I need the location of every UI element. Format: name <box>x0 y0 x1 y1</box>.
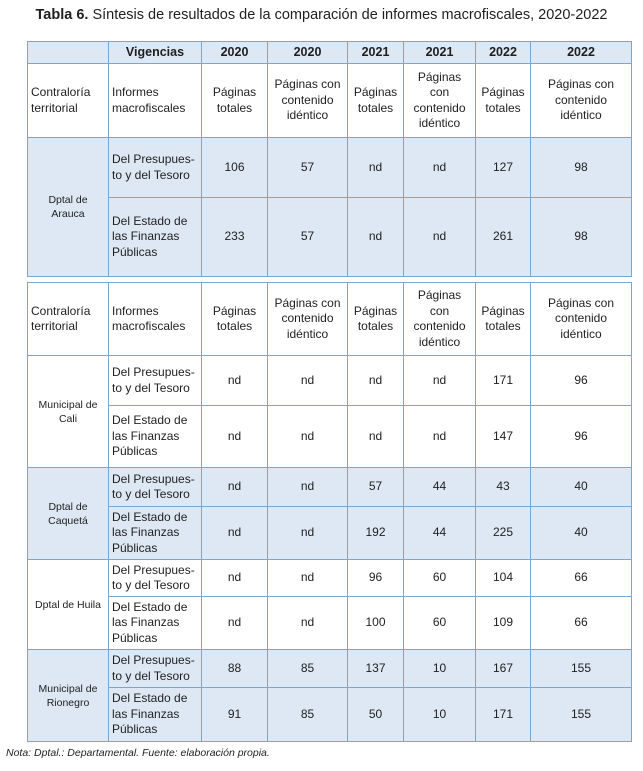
value-cell: 155 <box>531 650 632 688</box>
results-table-bottom <box>27 282 632 742</box>
header-year: 2021 <box>348 42 404 64</box>
value-cell: 10 <box>404 688 476 742</box>
value-cell: nd <box>348 138 404 198</box>
informe-cell: Del Presupues-to y del Tesoro <box>109 560 202 597</box>
table-caption: Síntesis de resultados de la comparación de informes macrofiscales, 2020-2022 <box>88 7 608 23</box>
subheader-contraloria: Contraloría territorial <box>28 283 109 356</box>
value-cell: nd <box>348 406 404 468</box>
informe-cell: Del Presupues-to y del Tesoro <box>109 138 202 198</box>
value-cell: 261 <box>476 198 531 277</box>
header-empty-cell <box>28 42 109 64</box>
value-cell: nd <box>268 468 348 507</box>
subheader-row <box>28 64 632 138</box>
value-cell: nd <box>348 198 404 277</box>
subheader-cell: Páginas con contenido idéntico <box>531 283 632 356</box>
value-cell: nd <box>404 198 476 277</box>
subheader-cell: Páginas totales <box>202 283 268 356</box>
subheader-cell: Páginas con contenido idéntico <box>404 283 476 356</box>
table-row <box>28 597 632 650</box>
value-cell: 57 <box>348 468 404 507</box>
header-year: 2022 <box>476 42 531 64</box>
value-cell: 85 <box>268 688 348 742</box>
value-cell: 40 <box>531 507 632 560</box>
value-cell: nd <box>348 356 404 406</box>
table-number: Tabla 6. <box>35 7 89 23</box>
table-row <box>28 198 632 277</box>
value-cell: nd <box>268 406 348 468</box>
informe-cell: Del Presupues-to y del Tesoro <box>109 356 202 406</box>
value-cell: 98 <box>531 198 632 277</box>
value-cell: 171 <box>476 356 531 406</box>
value-cell: nd <box>202 507 268 560</box>
header-year: 2020 <box>268 42 348 64</box>
entity-cell: Dptal de Huila <box>28 560 109 650</box>
entity-cell: Municipal de Rionegro <box>28 650 109 742</box>
subheader-row <box>28 283 632 356</box>
informe-cell: Del Estado de las Finanzas Públicas <box>109 406 202 468</box>
value-cell: 127 <box>476 138 531 198</box>
header-row <box>28 42 632 64</box>
value-cell: nd <box>202 356 268 406</box>
value-cell: nd <box>404 356 476 406</box>
informe-cell: Del Presupues-to y del Tesoro <box>109 650 202 688</box>
subheader-cell: Páginas totales <box>476 64 531 138</box>
value-cell: 50 <box>348 688 404 742</box>
table-row <box>28 138 632 198</box>
value-cell: 44 <box>404 507 476 560</box>
subheader-cell: Páginas totales <box>202 64 268 138</box>
value-cell: 96 <box>531 406 632 468</box>
value-cell: 106 <box>202 138 268 198</box>
value-cell: 10 <box>404 650 476 688</box>
value-cell: 167 <box>476 650 531 688</box>
table-row <box>28 650 632 688</box>
informe-cell: Del Estado de las Finanzas Públicas <box>109 507 202 560</box>
informe-cell: Del Estado de las Finanzas Públicas <box>109 688 202 742</box>
subheader-cell: Páginas con contenido idéntico <box>404 64 476 138</box>
results-table-top <box>27 41 632 277</box>
value-cell: 40 <box>531 468 632 507</box>
value-cell: 96 <box>531 356 632 406</box>
table-row <box>28 560 632 597</box>
entity-cell: Municipal de Cali <box>28 356 109 468</box>
subheader-cell: Páginas totales <box>348 283 404 356</box>
header-vigencias: Vigencias <box>109 42 202 64</box>
value-cell: 225 <box>476 507 531 560</box>
table-row <box>28 468 632 507</box>
header-year: 2022 <box>531 42 632 64</box>
value-cell: 104 <box>476 560 531 597</box>
value-cell: 60 <box>404 560 476 597</box>
value-cell: 57 <box>268 138 348 198</box>
table-note: Nota: Dptal.: Departamental. Fuente: elaboración propia. <box>6 747 270 759</box>
value-cell: nd <box>404 138 476 198</box>
value-cell: 109 <box>476 597 531 650</box>
value-cell: 137 <box>348 650 404 688</box>
subheader-cell: Páginas con contenido idéntico <box>531 64 632 138</box>
value-cell: nd <box>268 597 348 650</box>
entity-cell: Dptal de Caquetá <box>28 468 109 560</box>
value-cell: 171 <box>476 688 531 742</box>
value-cell: 66 <box>531 597 632 650</box>
value-cell: 85 <box>268 650 348 688</box>
value-cell: nd <box>202 468 268 507</box>
subheader-informes: Informes macrofiscales <box>109 283 202 356</box>
value-cell: 91 <box>202 688 268 742</box>
value-cell: 192 <box>348 507 404 560</box>
table-row <box>28 406 632 468</box>
value-cell: 44 <box>404 468 476 507</box>
value-cell: nd <box>268 507 348 560</box>
table-title <box>0 6 643 24</box>
informe-cell: Del Estado de las Finanzas Públicas <box>109 597 202 650</box>
table-row <box>28 688 632 742</box>
subheader-cell: Páginas totales <box>348 64 404 138</box>
subheader-contraloria: Contraloría territorial <box>28 64 109 138</box>
value-cell: 43 <box>476 468 531 507</box>
value-cell: 233 <box>202 198 268 277</box>
value-cell: 147 <box>476 406 531 468</box>
informe-cell: Del Presupues-to y del Tesoro <box>109 468 202 507</box>
value-cell: 96 <box>348 560 404 597</box>
subheader-cell: Páginas con contenido idéntico <box>268 64 348 138</box>
value-cell: 88 <box>202 650 268 688</box>
value-cell: 66 <box>531 560 632 597</box>
subheader-informes: Informes macrofiscales <box>109 64 202 138</box>
subheader-cell: Páginas totales <box>476 283 531 356</box>
value-cell: 155 <box>531 688 632 742</box>
value-cell: 60 <box>404 597 476 650</box>
value-cell: nd <box>404 406 476 468</box>
value-cell: nd <box>202 406 268 468</box>
value-cell: 57 <box>268 198 348 277</box>
value-cell: nd <box>268 356 348 406</box>
header-year: 2020 <box>202 42 268 64</box>
entity-cell: Dptal de Arauca <box>28 138 109 277</box>
value-cell: nd <box>202 597 268 650</box>
header-year: 2021 <box>404 42 476 64</box>
value-cell: nd <box>268 560 348 597</box>
value-cell: 100 <box>348 597 404 650</box>
informe-cell: Del Estado de las Finanzas Públicas <box>109 198 202 277</box>
value-cell: nd <box>202 560 268 597</box>
subheader-cell: Páginas con contenido idéntico <box>268 283 348 356</box>
table-row <box>28 507 632 560</box>
table-row <box>28 356 632 406</box>
value-cell: 98 <box>531 138 632 198</box>
